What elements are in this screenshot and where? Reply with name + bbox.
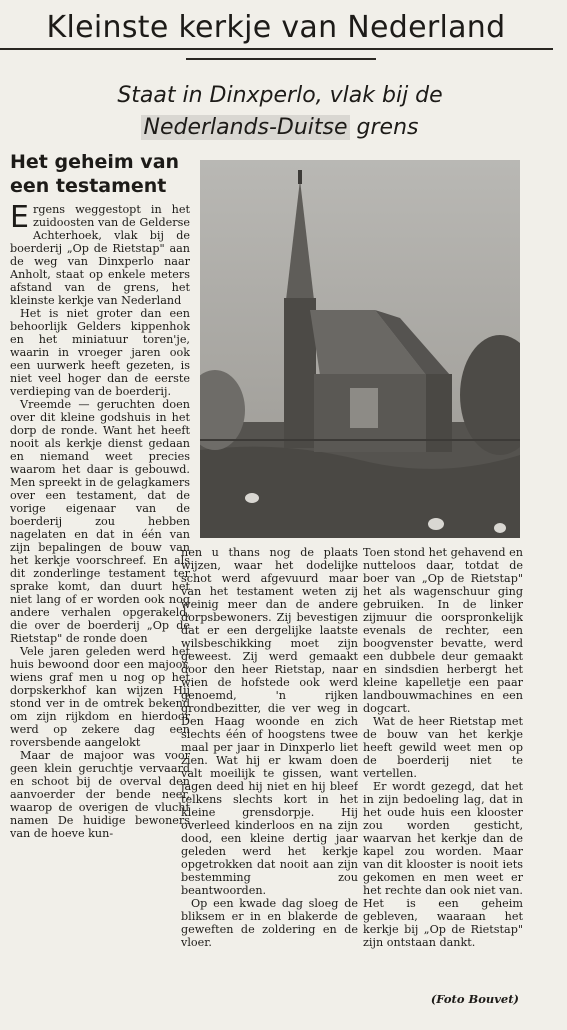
paragraph: Vele jaren geleden werd het huis bewoond door een majoor, wiens graf men u nog op het dorpskerkhof kan wijzen Hij stond ver in de omtrek bekend om zijn rijkdom en hierdoor werd op zekere dag een roversbende aangelokt bbox=[10, 645, 190, 749]
subtitle bbox=[60, 80, 500, 144]
section-heading: Het geheim van een testament bbox=[10, 151, 180, 197]
paragraph: Op een kwade dag sloeg de bliksem er in en blakerde de geweften de zoldering en de vloer. bbox=[181, 897, 358, 949]
article-column-1 bbox=[10, 203, 190, 1008]
photo-credit: (Foto Bouvet) bbox=[430, 992, 519, 1006]
paragraph: nen u thans nog de plaats wijzen, waar het dodelijke schot werd afgevuurd maar van het testament weten zij weinig meer dan de andere dorpsbewoners. Zij bevestigen dat er een dergelijke laatste wilsbeschikking moet zijn geweest. Zij werd gemaakt door den heer Rietstap, naar wien de hofstede ook werd genoemd, 'n rijken grondbezitter, die ver weg in Den Haag woonde en zich slechts één of hoogstens twee maal per jaar in Dinxperlo liet zien. Wat hij er kwam doen valt moeilijk te gissen, want jagen deed hij niet en hij bleef telkens slechts kort in het kleine grensdorpje. Hij overleed kinderloos en na zijn dood, een kleine dertig jaar geleden werd het kerkje opgetrokken dat nooit aan zijn bestemming zou beantwoorden. bbox=[181, 546, 358, 897]
drop-cap: E bbox=[10, 203, 29, 235]
paragraph-text: rgens weggestopt in het zuidoosten van de Gelderse Achterhoek, vlak bij de boerderij „Op de Rietstap" aan de weg van Dinxperlo naar Anholt, staat op enkele meters afstand van de grens, het kleinste kerkje van Nederland bbox=[10, 203, 190, 307]
paragraph: Wat de heer Rietstap met de bouw van het kerkje heeft gewild weet men op de boerderij niet te vertellen. bbox=[363, 715, 523, 780]
ornament-rule bbox=[186, 58, 376, 60]
headline: Kleinste kerkje van Nederland bbox=[46, 10, 506, 45]
article-column-2 bbox=[181, 546, 358, 1006]
paragraph: Er wordt gezegd, dat het in zijn bedoeling lag, dat in het oude huis een klooster zou worden gesticht, waarvan het kerkje dan de kapel zou worden. Maar van dit klooster is nooit iets gekomen en men weet er het rechte dan ook niet van. Het is een geheim gebleven, waaraan het kerkje bij „Op de Rietstap" zijn ontstaan dankt. bbox=[363, 780, 523, 949]
subtitle-line-1: Staat in Dinxperlo, vlak bij de bbox=[117, 83, 443, 108]
paragraph: Toen stond het gehavend en nutteloos daar, totdat de boer van „Op de Rietstap" het als wagenschuur ging gebruiken. In de linker zijmuur die oorspronkelijk evenals de rechter, een boogvenster bevatte, werd een dubbele deur gemaakt en sindsdien herbergt het kleine kapelletje een paar landbouwmachines en een dogcart. bbox=[363, 546, 523, 715]
subtitle-line-2-end: grens bbox=[356, 115, 419, 140]
article-column-3 bbox=[363, 546, 523, 1006]
headline-rule bbox=[0, 48, 553, 50]
paragraph bbox=[10, 203, 190, 307]
paragraph: Maar de majoor was voor geen klein geruchtje vervaard en schoot bij de overval den aanvoerder der bende neer, waarop de overigen de vlucht namen De huidige bewoners van de hoeve kun- bbox=[10, 749, 190, 840]
church-photo-illustration bbox=[200, 160, 520, 538]
paragraph: Vreemde — geruchten doen over dit kleine godshuis in het dorp de ronde. Want het heeft nooit als kerkje dienst gedaan en niemand weet precies waarom het daar is gebouwd. Men spreekt in de gelagkamers over een testament, dat de vorige eigenaar van de boerderij zou hebben nagelaten en dat in één van zijn bepalingen de bouw van het kerkje voorschreef. En als dit zonderlinge testament ter sprake komt, dan duurt het niet lang of er worden ook nog andere verhalen opgerakeld, die over de boerderij „Op de Rietstap" de ronde doen bbox=[10, 398, 190, 645]
church-photo bbox=[200, 160, 520, 538]
paragraph: Het is niet groter dan een behoorlijk Gelders kippenhok en het miniatuur toren'je, waarin in vroeger jaren ook een uurwerk heeft gezeten, is niet veel hoger dan de eerste verdieping van de boerderij. bbox=[10, 307, 190, 398]
subtitle-highlight: Nederlands-Duitse bbox=[143, 115, 348, 140]
